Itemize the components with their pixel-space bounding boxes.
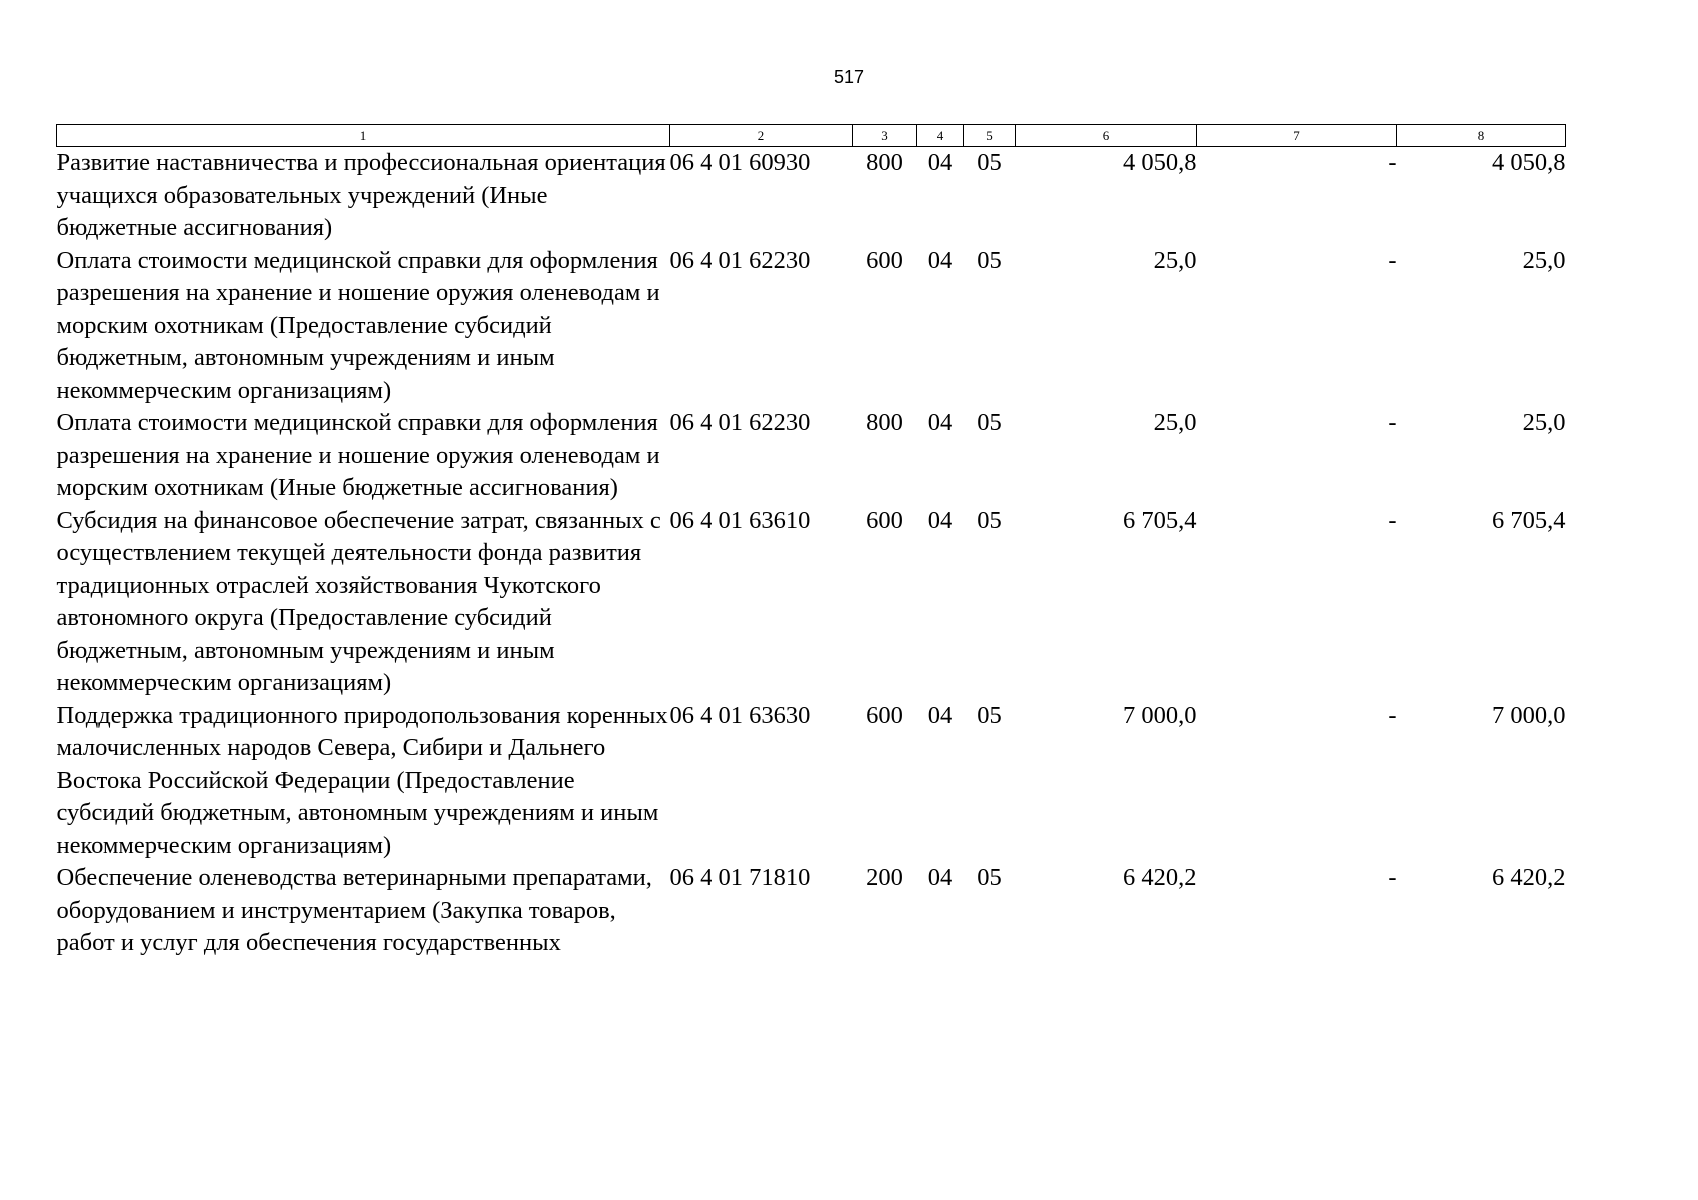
amount-col-7: - [1388,506,1397,534]
amount-col-6: 25,0 [1153,246,1197,274]
amount-col-6: 6 705,4 [1123,506,1197,534]
header-cell: 7 [1197,125,1397,147]
subsection-code: 05 [977,506,1002,534]
section-code: 04 [927,149,953,176]
header-cell: 5 [964,125,1016,147]
header-cell: 2 [670,125,853,147]
target-article-code: 06 4 01 71810 [669,864,811,891]
amount-col-7: - [1388,246,1397,274]
budget-table-container [56,124,1566,960]
header-cell: 8 [1397,125,1566,147]
target-article-code: 06 4 01 60930 [669,149,811,176]
target-article-code: 06 4 01 63610 [669,506,811,534]
expense-type-code: 200 [866,864,903,891]
amount-col-8: 25,0 [1522,409,1566,436]
target-article-code: 06 4 01 62230 [669,409,811,436]
expense-type-code: 600 [866,246,903,274]
table-row [57,245,1566,408]
table-row [57,147,1566,245]
budget-table [56,124,1566,960]
table-row [57,700,1566,863]
subsection-code: 05 [977,409,1002,436]
section-code: 04 [927,701,953,729]
expense-name: Оплата стоимости медицинской справки для оформления разрешения на хранение и ношение оружия оленеводам и морским охотникам (Предоставление субсидий бюджетным, автономным учреждениям и иным некоммерческим организациям) [56,246,660,404]
column-number-header [57,125,1566,147]
expense-type-code: 800 [866,409,903,436]
expense-type-code: 800 [866,149,903,176]
subsection-code: 05 [977,246,1002,274]
subsection-code: 05 [977,149,1002,176]
amount-col-8: 6 420,2 [1492,864,1566,891]
amount-col-7: - [1388,864,1397,891]
amount-col-8: 4 050,8 [1492,149,1566,176]
expense-type-code: 600 [866,506,903,534]
section-code: 04 [927,506,953,534]
expense-name: Поддержка традиционного природопользования коренных малочисленных народов Севера, Сибири и Дальнего Востока Российской Федерации (Предоставление субсидий бюджетным, автономным учреждениям и иным некоммерческим организациям) [56,701,668,859]
target-article-code: 06 4 01 62230 [669,246,811,274]
table-body [57,125,1566,960]
table-row [57,505,1566,700]
amount-col-7: - [1388,701,1397,729]
subsection-code: 05 [977,701,1002,729]
page-number: 517 [833,67,865,87]
amount-col-6: 25,0 [1153,409,1197,436]
target-article-code: 06 4 01 63630 [669,701,811,729]
header-cell: 3 [853,125,917,147]
amount-col-8: 6 705,4 [1492,506,1566,534]
amount-col-8: 25,0 [1522,246,1566,274]
amount-col-6: 6 420,2 [1123,864,1197,891]
header-cell: 6 [1016,125,1197,147]
expense-name: Развитие наставничества и профессиональная ориентация учащихся образовательных учреждений (Иные бюджетные ассигнования) [56,149,666,241]
section-code: 04 [927,864,953,891]
section-code: 04 [927,409,953,436]
subsection-code: 05 [977,864,1002,891]
amount-col-8: 7 000,0 [1492,701,1566,729]
expense-name: Обеспечение оленеводства ветеринарными препаратами, оборудованием и инструментарием (Закупка товаров, работ и услуг для обеспечения государственных [56,864,652,956]
expense-name: Оплата стоимости медицинской справки для оформления разрешения на хранение и ношение оружия оленеводам и морским охотникам (Иные бюджетные ассигнования) [56,409,660,501]
header-cell: 4 [917,125,964,147]
amount-col-6: 4 050,8 [1123,149,1197,176]
expense-name: Субсидия на финансовое обеспечение затрат, связанных с осуществлением текущей деятельности фонда развития традиционных отраслей хозяйствования Чукотского автономного округа (Предоставление субсидий бюджетным, автономным учреждениям и иным некоммерческим организациям) [56,506,661,696]
table-row [57,862,1566,960]
amount-col-7: - [1388,149,1397,176]
amount-col-7: - [1388,409,1397,436]
expense-type-code: 600 [866,701,903,729]
section-code: 04 [927,246,953,274]
amount-col-6: 7 000,0 [1123,701,1197,729]
table-row [57,407,1566,505]
header-cell: 1 [57,125,670,147]
